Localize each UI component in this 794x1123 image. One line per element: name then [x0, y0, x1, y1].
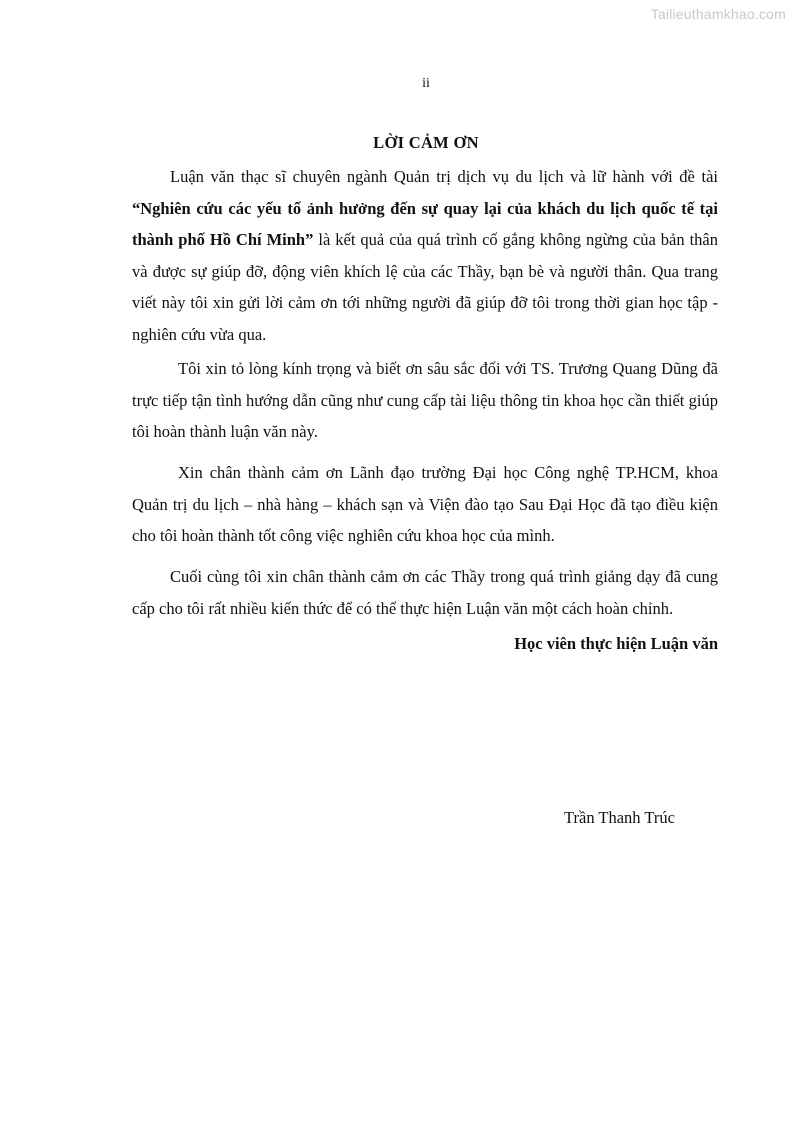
thesis-title: “Nghiên cứu các yếu tố ảnh hưởng đến sự quay lại của khách du lịch quốc tế tại thành phố Hồ Chí Minh” [132, 198, 718, 249]
signature-name: Trần Thanh Trúc [564, 808, 675, 827]
paragraph-intro-lead: Luận văn thạc sĩ chuyên ngành Quản trị dịch vụ du lịch và lữ hành với đề tài [170, 167, 718, 186]
paragraph-closing-text: Cuối cùng tôi xin chân thành cảm ơn các Thầy trong quá trình giảng dạy đã cung cấp cho tôi rất nhiều kiến thức để có thể thực hiện Luận văn một cách hoàn chỉnh. [132, 567, 718, 618]
paragraph-advisor [132, 353, 718, 448]
signature-title: Học viên thực hiện Luận văn [514, 634, 718, 653]
page-number: ii [422, 76, 430, 91]
paragraph-intro [132, 161, 718, 350]
watermark-text: Tailieuthamkhao.com [650, 6, 786, 22]
page-title: LỜI CẢM ƠN [373, 133, 479, 152]
paragraph-intro-text [132, 161, 718, 350]
paragraph-institution [132, 457, 718, 552]
paragraph-intro-rest: là kết quả của quá trình cố gắng không ngừng của bản thân và được sự giúp đỡ, động viên khích lệ của các Thầy, bạn bè và người thân. Qua trang viết này tôi xin gửi lời cảm ơn tới những người đã giúp đỡ tôi trong thời gian học tập - nghiên cứu vừa qua. [132, 230, 718, 344]
paragraph-advisor-text: Tôi xin tỏ lòng kính trọng và biết ơn sâu sắc đối với TS. Trương Quang Dũng đã trực tiếp tận tình hướng dẫn cũng như cung cấp tài liệu thông tin khoa học cần thiết giúp tôi hoàn thành luận văn này. [132, 359, 718, 441]
paragraph-institution-text: Xin chân thành cảm ơn Lãnh đạo trường Đại học Công nghệ TP.HCM, khoa Quản trị du lịch – nhà hàng – khách sạn và Viện đào tạo Sau Đại Học đã tạo điều kiện cho tôi hoàn thành tốt công việc nghiên cứu khoa học của mình. [132, 463, 718, 545]
paragraph-closing [132, 561, 718, 624]
